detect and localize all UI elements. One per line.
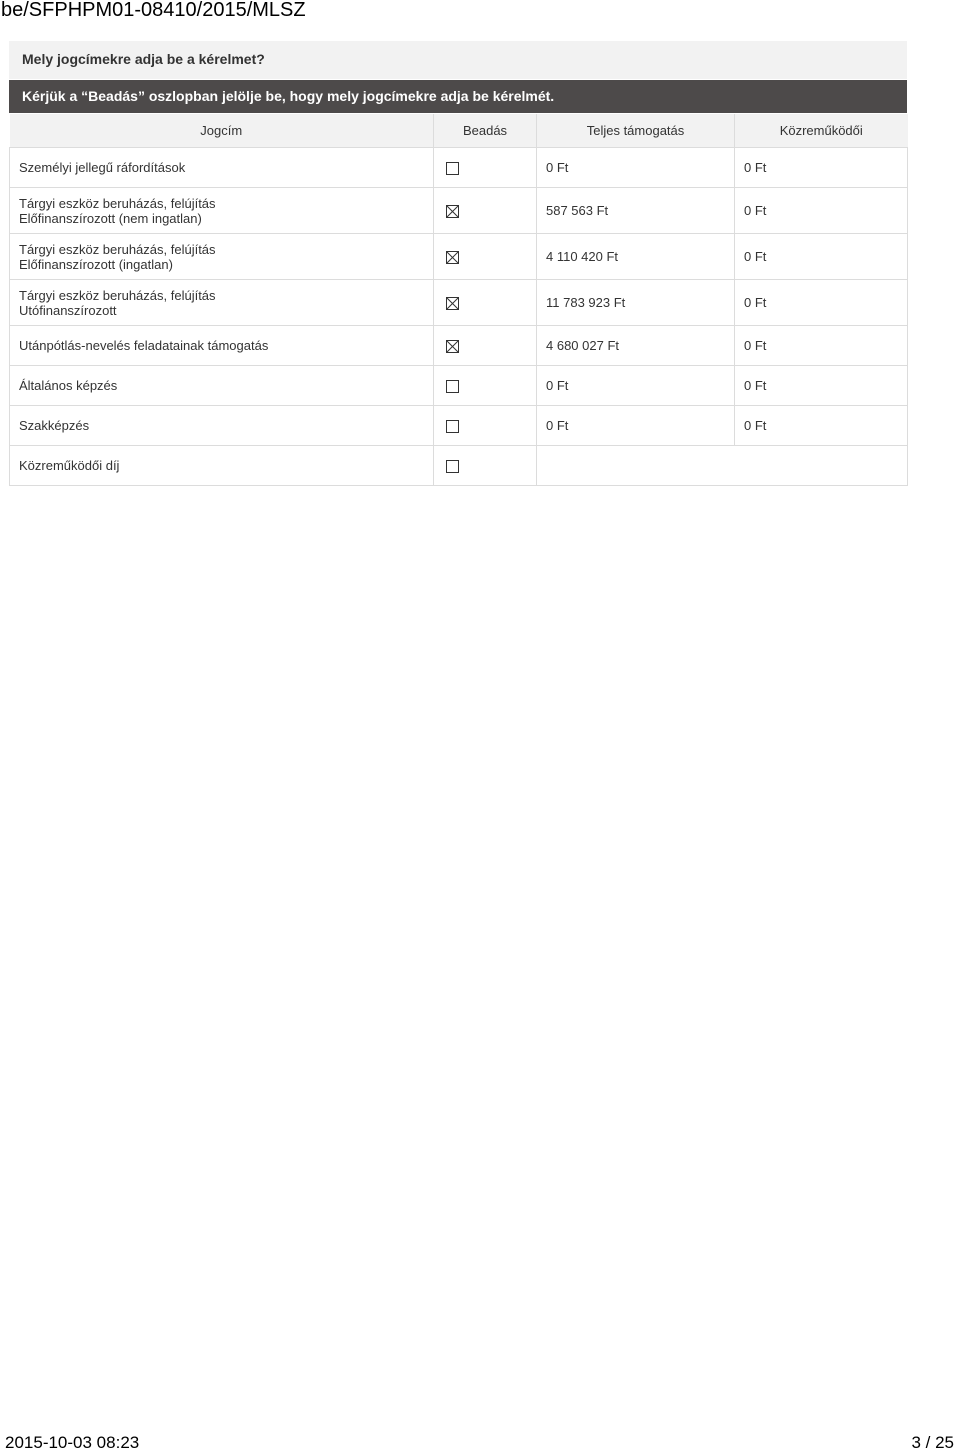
jogcim-cell [10,366,434,406]
jogcim-cell [10,280,434,326]
teljes-tamogatas-cell: 587 563 Ft [537,188,735,234]
jogcim-label: Személyi jellegű ráfordítások [19,160,186,175]
beadas-cell [434,446,537,486]
beadas-cell [434,188,537,234]
jogcim-label: Előfinanszírozott (ingatlan) [19,256,173,272]
jogcim-cell [10,446,434,486]
jogcim-label: Általános képzés [19,378,118,393]
table-row [10,234,908,280]
jogcim-cell [10,188,434,234]
jogcim-label: Utánpótlás-nevelés feladatainak támogatás [19,338,269,353]
jogcim-label: Szakképzés [19,418,90,433]
table-header-row [10,114,908,148]
footer-datetime: 2015-10-03 08:23 [5,1433,140,1452]
checked-checkbox[interactable] [446,297,459,310]
header-beadas: Beadás [434,114,537,148]
jogcim-cell [10,234,434,280]
table-row [10,188,908,234]
jogcim-label: Tárgyi eszköz beruházás, felújítás [19,241,216,257]
teljes-tamogatas-cell: 0 Ft [537,406,735,446]
header-jogcim: Jogcím [10,114,434,148]
table-row [10,148,908,188]
section-question: Mely jogcímekre adja be a kérelmet? [9,41,907,79]
jogcim-label: Előfinanszírozott (nem ingatlan) [19,210,202,226]
kozremukodoi-cell: 0 Ft [735,366,908,406]
jogcim-cell [10,148,434,188]
document-id: be/SFPHPM01-08410/2015/MLSZ [1,0,306,21]
jogcim-label: Utófinanszírozott [19,302,117,318]
jogcim-label: Tárgyi eszköz beruházás, felújítás [19,287,216,303]
table-row [10,406,908,446]
beadas-cell [434,406,537,446]
jogcim-table [9,114,908,486]
kozremukodoi-cell: 0 Ft [735,326,908,366]
beadas-cell [434,234,537,280]
teljes-tamogatas-cell: 11 783 923 Ft [537,280,735,326]
kozremukodoi-cell: 0 Ft [735,148,908,188]
kozremukodoi-cell: 0 Ft [735,406,908,446]
beadas-cell [434,280,537,326]
jogcim-label: Tárgyi eszköz beruházás, felújítás [19,195,216,211]
section-instruction: Kérjük a “Beadás” oszlopban jelölje be, hogy mely jogcímekre adja be kérelmét. [9,80,907,113]
table-row [10,280,908,326]
unchecked-checkbox[interactable] [446,420,459,433]
jogcim-cell [10,326,434,366]
kozremukodoi-cell: 0 Ft [735,188,908,234]
teljes-tamogatas-cell: 4 110 420 Ft [537,234,735,280]
beadas-cell [434,148,537,188]
teljes-tamogatas-cell: 4 680 027 Ft [537,326,735,366]
kozremukodoi-cell: 0 Ft [735,280,908,326]
checked-checkbox[interactable] [446,340,459,353]
beadas-cell [434,366,537,406]
unchecked-checkbox[interactable] [446,162,459,175]
footer-page-number: 3 / 25 [911,1433,954,1452]
unchecked-checkbox[interactable] [446,380,459,393]
table-row [10,446,908,486]
table-row [10,326,908,366]
checked-checkbox[interactable] [446,251,459,264]
teljes-tamogatas-cell: 0 Ft [537,366,735,406]
unchecked-checkbox[interactable] [446,460,459,473]
checked-checkbox[interactable] [446,205,459,218]
kozremukodoi-cell: 0 Ft [735,234,908,280]
header-kozremukodoi: Közreműködői [735,114,908,148]
header-teljes-tamogatas: Teljes támogatás [537,114,735,148]
teljes-tamogatas-cell [537,446,908,486]
jogcim-cell [10,406,434,446]
teljes-tamogatas-cell: 0 Ft [537,148,735,188]
jogcim-label: Közreműködői díj [19,458,120,473]
table-row [10,366,908,406]
beadas-cell [434,326,537,366]
